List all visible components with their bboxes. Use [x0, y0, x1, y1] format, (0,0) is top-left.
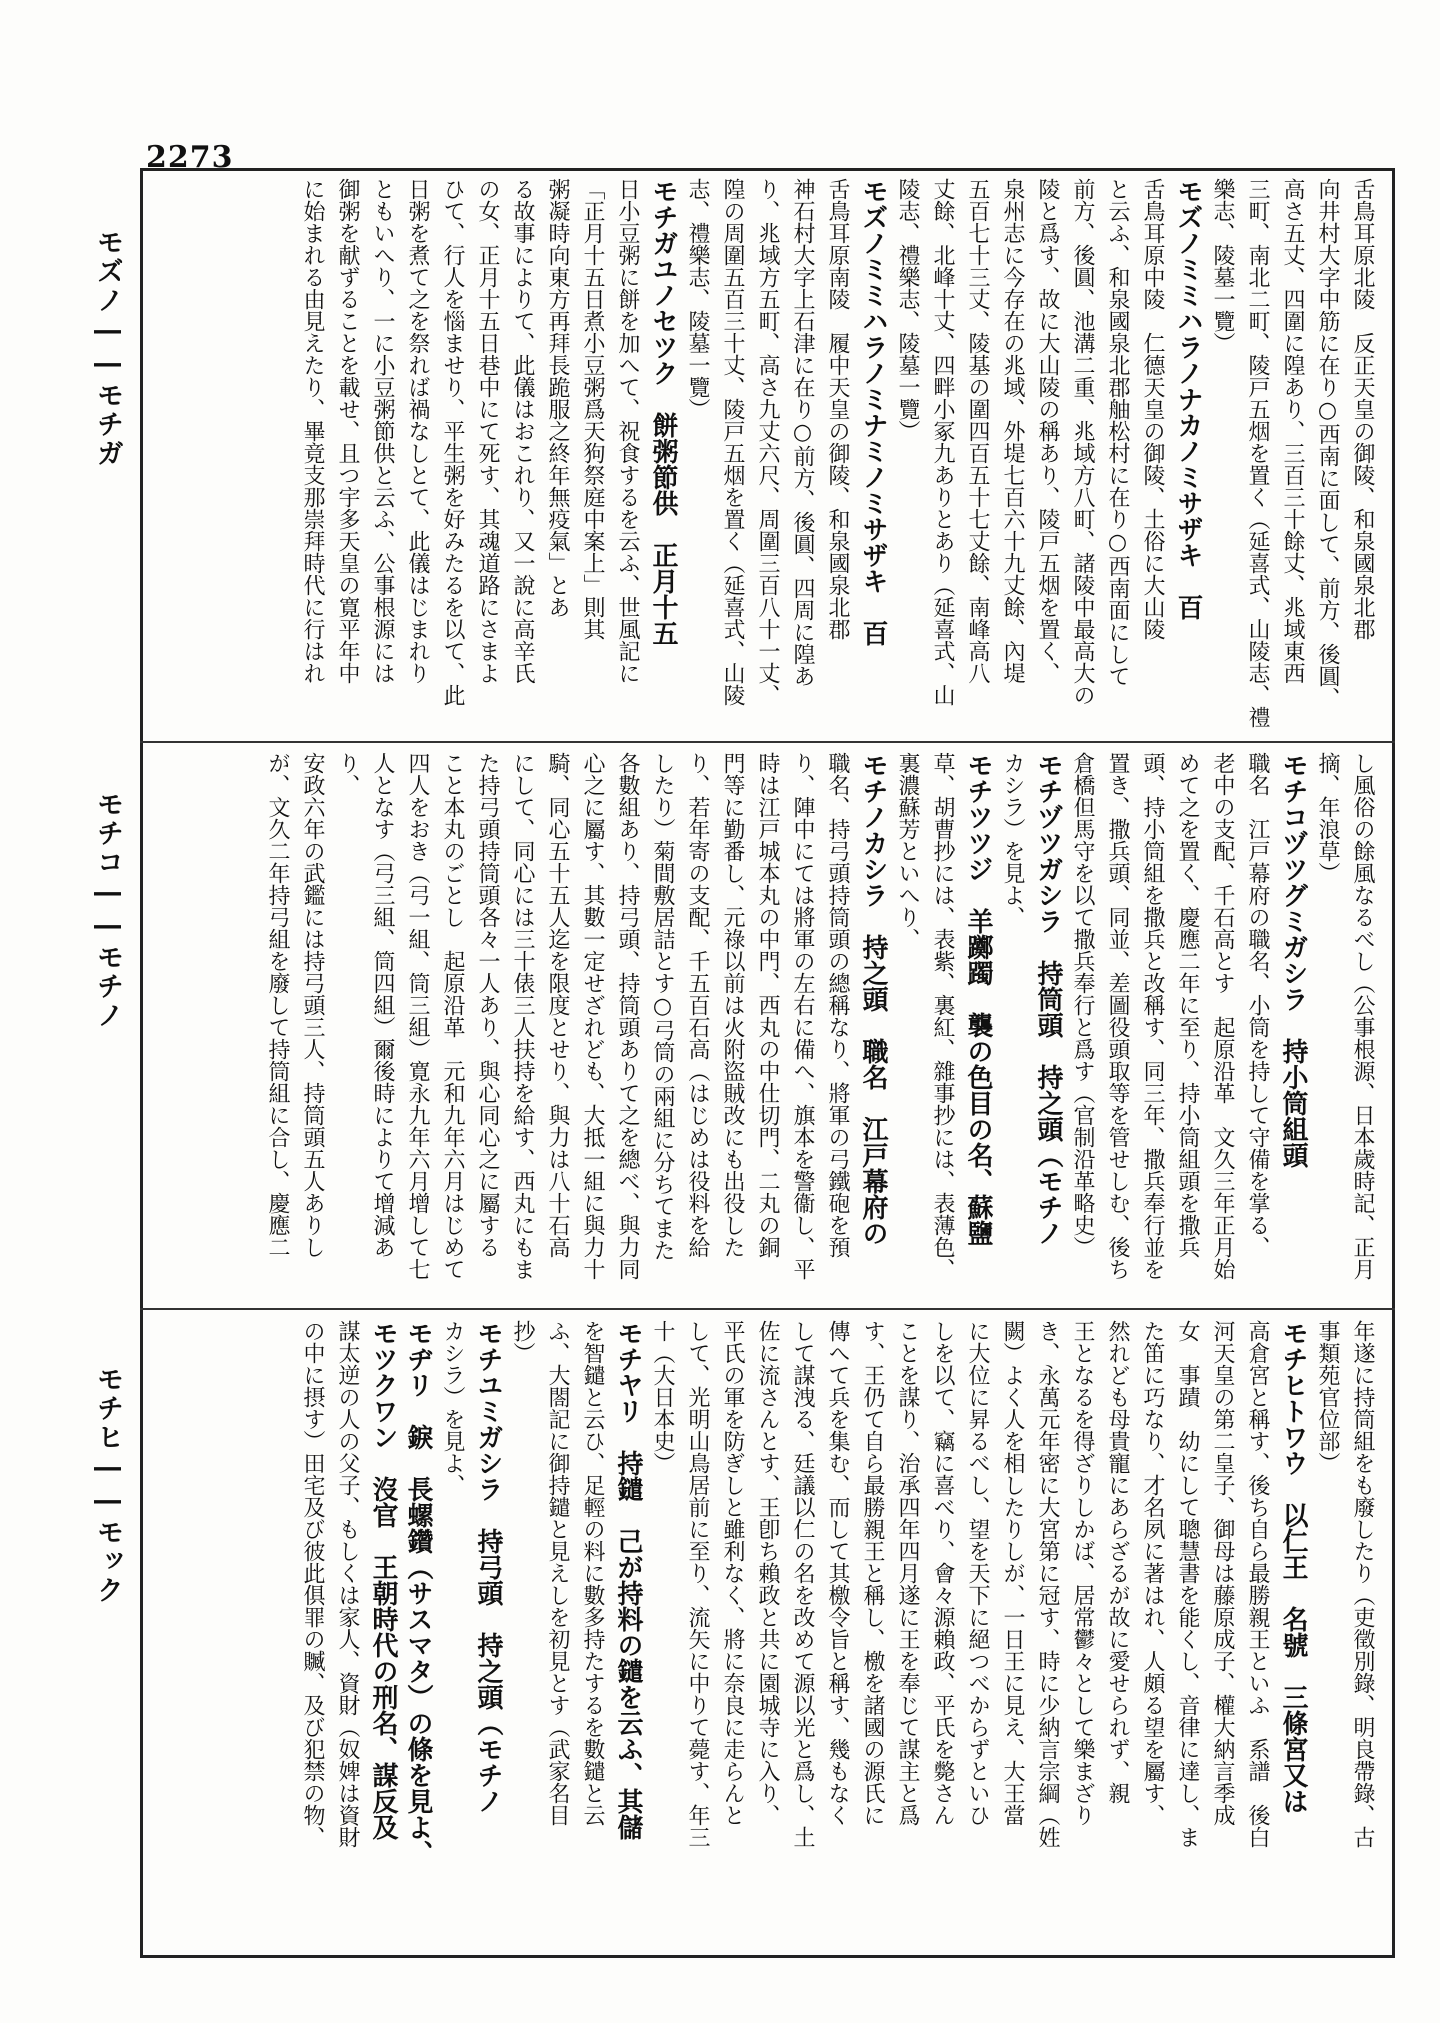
text-line: 高さ五丈、四圍に隍あり、三百三十餘丈、兆域東西 [1280, 178, 1305, 684]
text-line: 老中の支配、千石高とす 起原沿革 文久三年正月始 [1210, 752, 1235, 1280]
text-line: 神石村大字上石津に在り○前方、後圓、四周に隍あ [790, 178, 815, 687]
text-line: に大位に昇るべし、望を天下に絕つべからずといひ [965, 1320, 990, 1826]
text-line: しを以て、竊に喜べり、會々源賴政、平氏を斃さん [930, 1320, 955, 1826]
text-line: ともいへり、一に小豆粥節供と云ふ、公事根源には [370, 178, 395, 684]
text-line: を智鑓と云ひ、足輕の料に數多持たするを數鑓と云 [580, 1320, 605, 1826]
text-line: 頭、持小筒組を撒兵と改稱す、同三年、撒兵奉行並を [1140, 752, 1165, 1280]
text-line: 三町、南北二町、陵戸五烟を置く（延喜式、山陵志、禮 [1245, 178, 1270, 728]
band-divider-2 [140, 1308, 1395, 1310]
upper-band-text [150, 178, 1380, 734]
text-line: モツクワン 沒官 王朝時代の刑名、謀反及 [368, 1320, 398, 1840]
text-line: ふ、大閤記に御持鑓と見えしを初見とす（武家名目 [545, 1320, 570, 1826]
text-line: 倉橋但馬守を以て撒兵奉行と爲す（官制沿革略史） [1070, 752, 1095, 1258]
text-line: モズノミミハラノナカノミサザキ 百 [1173, 178, 1203, 620]
margin-index-middle: モチコ――モチノ [92, 790, 123, 1030]
text-line: モヂリ 錑 長螺鑽（サスマタ）の條を見よ、 [403, 1320, 433, 1866]
text-line: 草、胡曹抄には、表紫、裏紅、雜事抄には、表薄色、 [930, 752, 955, 1280]
text-line: 陵と爲す、故に大山陵の稱あり、陵戸五烟を置く、 [1035, 178, 1060, 684]
middle-band-text [150, 752, 1380, 1300]
text-line: す、王仍て自ら最勝親王と稱し、檄を諸國の源氏に [860, 1320, 885, 1826]
text-line: 然れども母貴寵にあらざるが故に愛せられず、親 [1105, 1320, 1130, 1804]
text-line: モチヤリ 持鑓 己が持料の鑓を云ふ、其儲 [613, 1320, 643, 1840]
text-line: にして、同心には三十俵三人扶持を給す、西丸にもま [510, 752, 535, 1280]
text-line: モズノミミハラノミナミノミサザキ 百 [858, 178, 888, 646]
text-line: ことを謀り、治承四年四月遂に王を奉じて謀主と爲 [895, 1320, 920, 1826]
text-line: き、永萬元年密に大宮第に冠す、時に少納言宗綱（姓 [1035, 1320, 1060, 1848]
text-line: して、光明山鳥居前に至り、流矢に中りて薨す、年三 [685, 1320, 710, 1848]
text-line: 前方、後圓、池溝二重、兆域方八町、諸陵中最高大の [1070, 178, 1095, 706]
text-line: 年遂に持筒組をも廢したり（吏徵別錄、明良帶錄、古 [1350, 1320, 1375, 1848]
text-line: 志、禮樂志、陵墓一覽） [685, 178, 710, 420]
text-line: したり）菊間敷居詰とす○弓筒の兩組に分ちてまた [650, 752, 675, 1261]
text-line: 丈餘、北峰十丈、四畔小冢九ありとあり（延喜式、山 [930, 178, 955, 706]
text-line: 樂志、陵墓一覽） [1210, 178, 1235, 354]
text-line: 五百七十三丈、陵基の圍四百五十七丈餘、南峰高八 [965, 178, 990, 684]
text-line: 御粥を献ずることを載せ、且つ宇多天皇の寛平年中 [335, 178, 360, 684]
lower-band-text [150, 1320, 1380, 1950]
text-line: り、陣中にては將軍の左右に備へ、旗本を警衞し、平 [790, 752, 815, 1280]
text-line: 事類苑官位部） [1315, 1320, 1340, 1474]
text-line: の女、正月十五日巷中にて死す、其魂道路にさまよ [475, 178, 500, 684]
text-line: た笛に巧なり、才名夙に著はれ、人頗る望を屬す、 [1140, 1320, 1165, 1826]
text-line: カシラ）を見よ、 [440, 1320, 465, 1496]
text-line: 高倉宮と稱す、後ち自ら最勝親王といふ 系譜 後白 [1245, 1320, 1270, 1848]
text-line: 安政六年の武鑑には持弓頭三人、持筒頭五人ありし [300, 752, 325, 1258]
text-line: 裏濃蘇芳といへり、 [895, 752, 920, 950]
text-line: 門等に勤番し、元祿以前は火附盜賊改にも出役した [720, 752, 745, 1258]
margin-index-upper: モズノ――モチガ [92, 228, 123, 468]
text-line: 心之に屬す、其數一定せざれども、大抵一組に與力十 [580, 752, 605, 1280]
text-line: 摘、年浪草） [1315, 752, 1340, 884]
text-line: モチヒトワウ 以仁王 名號 三條宮又は [1278, 1320, 1308, 1814]
text-line: し風俗の餘風なるべし（公事根源、日本歲時記、正月 [1350, 752, 1375, 1280]
text-line: 四人をおき（弓一組、筒三組）寛永九年六月增して七 [405, 752, 430, 1280]
text-line: 泉州志に今存在の兆域、外堤七百六十九丈餘、內堤 [1000, 178, 1025, 684]
text-line: モチコヅツグミガシラ 持小筒組頭 [1278, 752, 1308, 1168]
text-line: モチガユノセツク 餅粥節供 正月十五 [648, 178, 678, 646]
text-line: 闕）よく人を相したりしが、一日王に見え、大王當 [1000, 1320, 1025, 1826]
text-line: モチツツジ 羊躑躅 襲の色目の名、蘇鹽 [963, 752, 993, 1246]
text-line: 謀太逆の人の父子、もしくは家人、資財（奴婢は資財 [335, 1320, 360, 1848]
text-line: 王となるを得ざりしかば、居常鬱々として樂まざり [1070, 1320, 1095, 1826]
text-line: の中に摂す）田宅及び彼此俱罪の贓、及び犯禁の物、 [300, 1320, 325, 1848]
text-line: 日小豆粥に餅を加へて、祝食するを云ふ、世風記に [615, 178, 640, 684]
text-line: た持弓頭持筒頭各々一人あり、與心同心之に屬する [475, 752, 500, 1258]
text-line: が、文久二年持弓組を廢して持筒組に合し、慶應二 [265, 752, 290, 1258]
text-line: る故事によりて、此儀はおこれり、又一說に高辛氏 [510, 178, 535, 684]
text-line: 粥凝時向東方再拜長跪服之終年無疫氣」とあ [545, 178, 570, 618]
text-line: 騎、同心五十五人迄を限度とせり、與力は八十石高 [545, 752, 570, 1258]
text-line: 舌鳥耳原南陵 履中天皇の御陵、和泉國泉北郡 [825, 178, 850, 640]
text-line: 各數組あり、持弓頭、持筒頭ありて之を總べ、與力同 [615, 752, 640, 1280]
text-line: 舌鳥耳原中陵 仁德天皇の御陵、土俗に大山陵 [1140, 178, 1165, 640]
text-line: 「正月十五日煮小豆粥爲天狗祭庭中案上」則其 [580, 178, 605, 640]
text-line: と云ふ、和泉國泉北郡舳松村に在り○西南面にして [1105, 178, 1130, 687]
text-line: 平氏の軍を防ぎしと雖利なく、將に奈良に走らんと [720, 1320, 745, 1826]
band-divider-1 [140, 741, 1395, 743]
text-line: 職名、持弓頭持筒頭の總稱なり、將軍の弓鐵砲を預 [825, 752, 850, 1258]
text-line: 隍の周圍五百三十丈、陵戸五烟を置く（延喜式、山陵 [720, 178, 745, 706]
text-line: に始まれる由見えたり、畢竟支那崇拜時代に行はれ [300, 178, 325, 684]
text-line: 向井村大字中筋に在り○西南に面して、前方、後圓、 [1315, 178, 1340, 709]
text-line: 置き、撒兵頭、同並、差圖役頭取等を管せしむ、後ち [1105, 752, 1130, 1280]
text-line: 日粥を煮て之を祭れば禍なしとて、此儀はじまれり [405, 178, 430, 684]
text-line: して謀洩る、廷議以仁の名を改めて源以光と爲し、土 [790, 1320, 815, 1848]
text-line: モチノカシラ 持之頭 職名 江戸幕府の [858, 752, 888, 1246]
text-line: り、若年寄の支配、千五百石高（はじめは役料を給 [685, 752, 710, 1258]
text-line: 女 事蹟 幼にして聰慧書を能くし、音律に達し、ま [1175, 1320, 1200, 1848]
text-line: ひて、行人を惱ませり、平生粥を好みたるを以て、此 [440, 178, 465, 706]
text-line: 人となす（弓三組、筒四組）爾後時によりて增減あり、 [335, 752, 395, 1258]
text-line: モチユミガシラ 持弓頭 持之頭（モチノ [473, 1320, 503, 1814]
text-line: めて之を置く、慶應二年に至り、持小筒組頭を撒兵 [1175, 752, 1200, 1258]
text-line: 職名 江戸幕府の職名、小筒を持して守備を掌る、 [1245, 752, 1270, 1258]
text-line: こと本丸のごとし 起原沿革 元和九年六月はじめて [440, 752, 465, 1280]
text-line: カシラ）を見よ、 [1000, 752, 1025, 928]
text-line: 河天皇の第二皇子、御母は藤原成子、權大納言季成 [1210, 1320, 1235, 1826]
text-line: 舌鳥耳原北陵 反正天皇の御陵、和泉國泉北郡 [1350, 178, 1375, 640]
text-line: 陵志、禮樂志、陵墓一覽） [895, 178, 920, 442]
margin-index-lower: モチヒ――モック [92, 1365, 123, 1605]
text-line: 佐に流さんとす、王卽ち賴政と共に園城寺に入り、 [755, 1320, 780, 1826]
text-line: 抄） [510, 1320, 535, 1364]
text-line: り、兆域方五町、高さ九丈六尺、周圍三百八十一丈、 [755, 178, 780, 706]
text-line: 時は江戸城本丸の中門、西丸の中仕切門、二丸の銅 [755, 752, 780, 1258]
page-number: 2273 [146, 140, 234, 175]
text-line: モチヅツガシラ 持筒頭 持之頭（モチノ [1033, 752, 1063, 1246]
text-line: 十（大日本史） [650, 1320, 675, 1474]
text-line: 傳へて兵を集む、而して其檄令旨と稱す、幾もなく [825, 1320, 850, 1826]
